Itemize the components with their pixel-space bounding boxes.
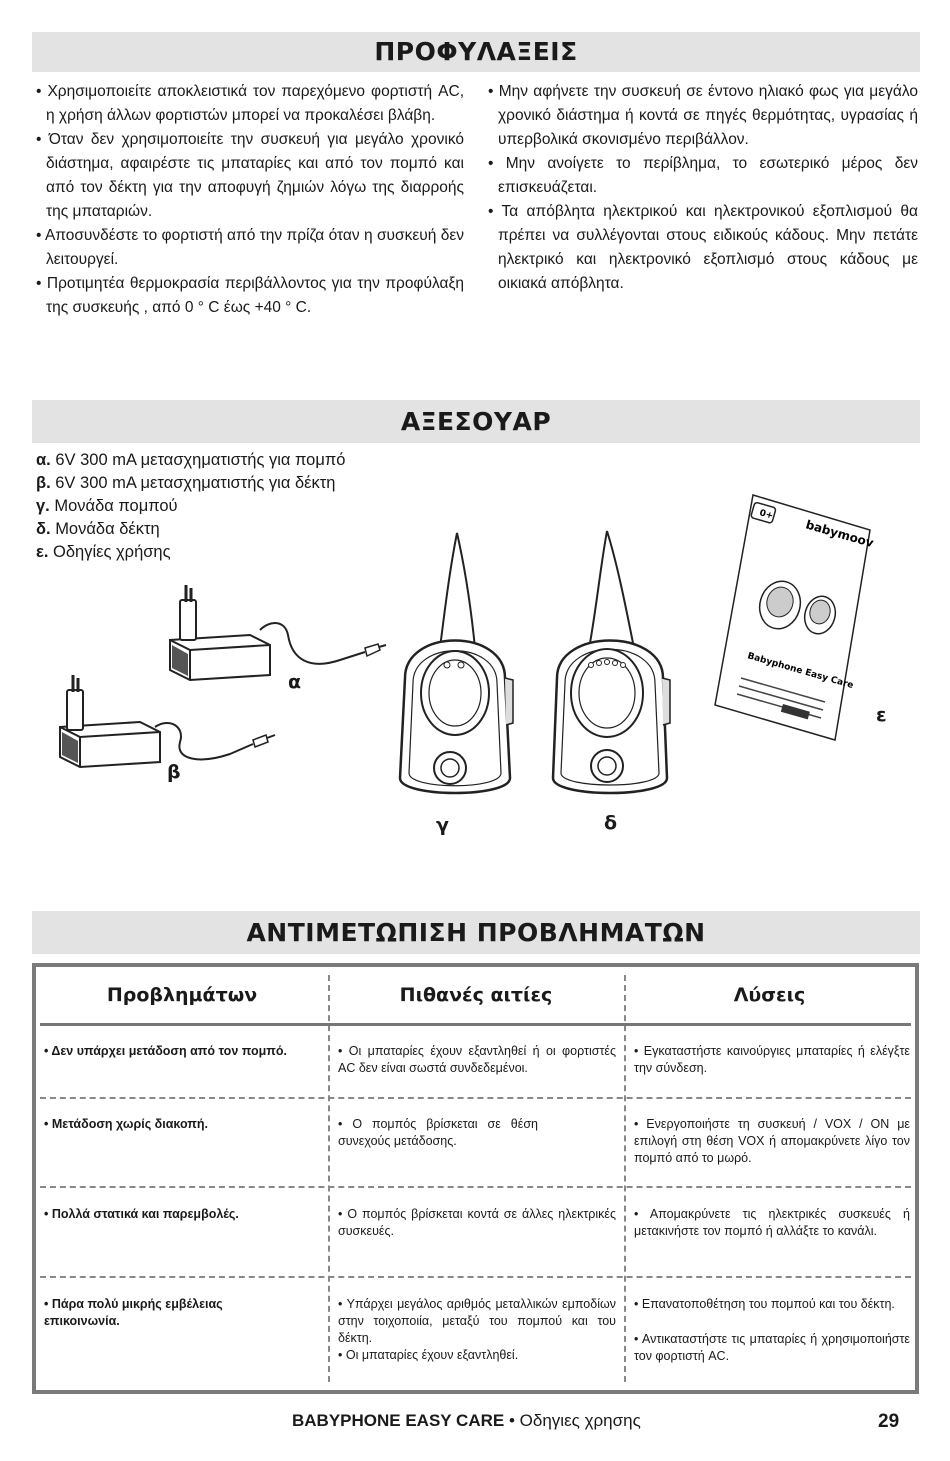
precautions-right-column [488, 80, 918, 296]
accessory-item: γ. Μονάδα πομπού [36, 497, 178, 515]
footer-title: BABYPHONE EASY CARE • Οδηγιες χρησης [292, 1411, 641, 1430]
label-d: δ [604, 812, 618, 834]
accessory-item: δ. Μονάδα δέκτη [36, 520, 160, 538]
cause-cell: • Υπάρχει μεγάλος αριθμός μεταλλικών εμποδίων στην τοιχοποιία, μεταξύ του πομπού και του δέκτη. • Οι μπαταρίες έχουν εξαντληθεί. [338, 1296, 616, 1364]
problem-cell: • Πάρα πολύ μικρής εμβέλειας επικοινωνία. [44, 1296, 224, 1330]
accessory-item: β. 6V 300 mA μετασχηματιστής για δέκτη [36, 474, 336, 492]
precaution-item: • Μην ανοίγετε το περίβλημα, το εσωτερικό μέρος δεν επισκευάζεται. [488, 152, 918, 200]
label-b: β [167, 761, 181, 783]
label-e: ε [876, 704, 887, 726]
problem-cell: • Πολλά στατικά και παρεμβολές. [44, 1206, 324, 1223]
problem-cell: • Μετάδοση χωρίς διακοπή. [44, 1116, 324, 1133]
precaution-item: • Μην αφήνετε την συσκευή σε έντονο ηλιακό φως για μεγάλο χρονικό διάστημα ή κοντά σε πηγές θερμότητας, υγρασίας ή υπερβολικά σκονισμένο περιβάλλον. [488, 80, 918, 152]
precautions-title: ΠΡΟΦΥΛΑΞΕΙΣ [32, 32, 920, 72]
manual-booklet-illustration [705, 490, 875, 750]
page-number: 29 [878, 1411, 900, 1432]
label-g: γ [436, 814, 449, 836]
label-a: α [288, 671, 302, 693]
receiver-illustration [545, 523, 685, 808]
troubleshooting-table [32, 963, 919, 1394]
cause-cell: • Ο πομπός βρίσκεται σε θέση συνεχούς μετάδοσης. [338, 1116, 538, 1150]
accessory-item: α. 6V 300 mA μετασχηματιστής για πομπό [36, 451, 346, 469]
transmitter-illustration [385, 528, 525, 808]
col-header-solutions: Λύσεις [733, 984, 806, 1006]
problem-cell: • Δεν υπάρχει μετάδοση από τον πομπό. [44, 1043, 324, 1060]
solution-cell: • Επανατοποθέτηση του πομπού και του δέκτη. • Αντικαταστήστε τις μπαταρίες ή χρησιμοποιήστε τον φορτιστή AC. [634, 1296, 910, 1365]
cause-cell: • Οι μπαταρίες έχουν εξαντληθεί ή οι φορτιστές AC δεν είναι σωστά συνδεδεμένοι. [338, 1043, 616, 1077]
solution-cell: • Εγκαταστήστε καινούργιες μπαταρίες ή ελέγξτε την σύνδεση. [634, 1043, 910, 1077]
svg-text:babymoov: babymoov [804, 517, 875, 551]
svg-text:0+: 0+ [758, 508, 775, 522]
svg-text:Babyphone Easy Care: Babyphone Easy Care [746, 651, 855, 692]
precaution-item: • Τα απόβλητα ηλεκτρικού και ηλεκτρονικού εξοπλισμού θα πρέπει να συλλέγονται στους ειδικούς κάδους. Μην πετάτε ηλεκτρικό και ηλεκτρονικό εξοπλισμό στους κάδους με οικιακά απόβλητα. [488, 200, 918, 296]
troubleshooting-title: ΑΝΤΙΜΕΤΩΠΙΣΗ ΠΡΟΒΛΗΜΑΤΩΝ [32, 911, 920, 954]
accessories-list [36, 449, 345, 564]
solution-cell: • Ενεργοποιήστε τη συσκευή / VOX / ON με επιλογή στη θέση VOX ή απομακρύνετε λίγο τον πομπό από το μωρό. [634, 1116, 910, 1167]
precautions-left-column [36, 80, 464, 320]
accessory-item: ε. Οδηγίες χρήσης [36, 543, 171, 561]
cause-cell: • Ο πομπός βρίσκεται κοντά σε άλλες ηλεκτρικές συσκευές. [338, 1206, 616, 1240]
col-header-causes: Πιθανές αιτίες [399, 984, 553, 1006]
solution-cell: • Απομακρύνετε τις ηλεκτρικές συσκευές ή μετακινήστε τον πομπό ή αλλάξτε το κανάλι. [634, 1206, 910, 1240]
precaution-item: • Όταν δεν χρησιμοποιείτε την συσκευή για μεγάλο χρονικό διάστημα, αφαιρέστε τις μπαταρίες και από τον πομπό και από τον δέκτη για την αποφυγή ζημιών λόγω της διαρροής της μπαταριών. [36, 128, 464, 224]
accessories-title: ΑΞΕΣΟΥΑΡ [32, 400, 920, 443]
col-header-problems: Προβλημάτων [106, 984, 258, 1006]
precaution-item: • Χρησιμοποιείτε αποκλειστικά τον παρεχόμενο φορτιστή AC, η χρήση άλλων φορτιστών μπορεί να προκαλέσει βλάβη. [36, 80, 464, 128]
precaution-item: • Προτιμητέα θερμοκρασία περιβάλλοντος για την προφύλαξη της συσκευής , από 0 ° C έως +40 ° C. [36, 272, 464, 320]
precaution-item: • Αποσυνδέστε το φορτιστή από την πρίζα όταν η συσκευή δεν λειτουργεί. [36, 224, 464, 272]
